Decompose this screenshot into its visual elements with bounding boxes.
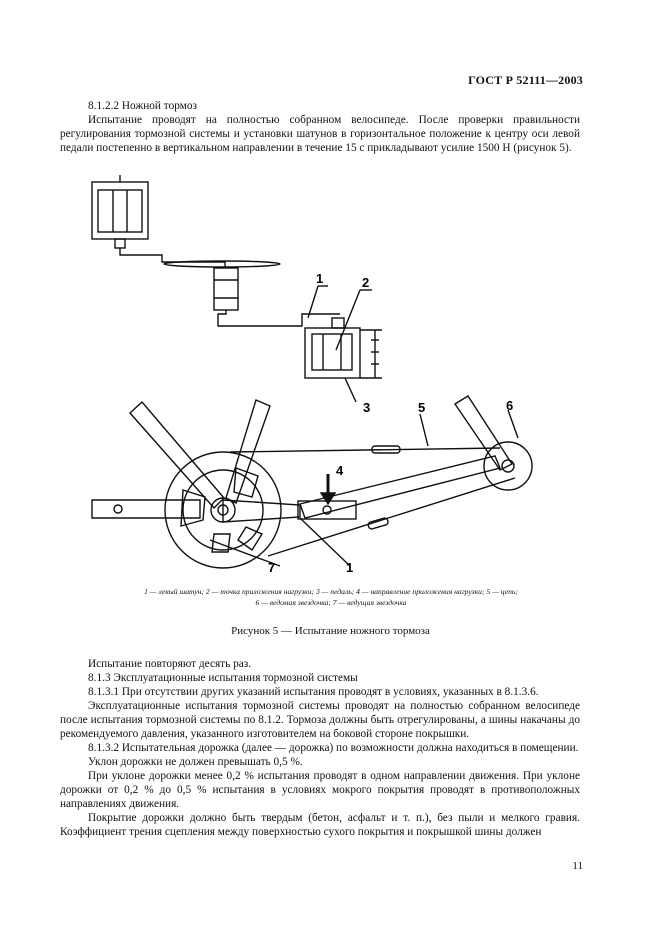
body-text xyxy=(60,657,580,839)
figure-5-title: Рисунок 5 — Испытание ножного тормоза xyxy=(231,625,430,637)
chain-upper xyxy=(230,448,500,452)
paragraph: Уклон дорожки не должен превышать 0,5 %. xyxy=(88,756,303,768)
right-pedal-top-view xyxy=(92,175,148,248)
left-crank-top-view xyxy=(218,310,340,326)
figure-5-legend xyxy=(66,586,596,608)
label-1-upper: 1 xyxy=(316,271,324,286)
paragraph: 8.1.3.2 Испытательная дорожка (далее — дорожка) по возможности должна находиться в помещении. xyxy=(88,742,579,754)
label-6: 6 xyxy=(506,398,514,413)
paragraph: 8.1.3.1 При отсутствии других указаний испытания проводят в условиях, указанных в 8.1.3.6. xyxy=(88,686,539,698)
bottom-bracket xyxy=(214,268,238,310)
standard-header: ГОСТ Р 52111—2003 xyxy=(468,73,583,87)
label-5: 5 xyxy=(418,400,426,415)
chainstay xyxy=(300,456,500,518)
label-4: 4 xyxy=(336,463,344,478)
paragraph: При уклоне дорожки менее 0,2 % испытания проводят в одном направлении движения. При уклоне дорожки от 0,2 % до 0,5 % испытания в условиях мокрого покрытия проводят в противоположных направлениях движения. xyxy=(60,770,580,810)
label-7: 7 xyxy=(268,560,276,575)
paragraph: Покрытие дорожки должно быть твердым (бетон, асфальт и т. п.), без пыли и мелкого гравия. Коэффициент трения сцепления между поверхностью сухого покрытия и покрышкой шины должен xyxy=(60,812,580,838)
page-number: 11 xyxy=(572,860,583,872)
label-3: 3 xyxy=(363,400,371,415)
label-1-lower: 1 xyxy=(346,560,354,575)
left-pedal-top-view xyxy=(305,318,382,378)
label-2: 2 xyxy=(362,275,370,290)
section-8-1-2-2-body: Испытание проводят на полностью собранном велосипеде. После проверки правильности регулирования тормозной системы и установки шатунов в горизонтальное положение к центру оси левой педали постепенно в вертикальном направлении в течение 15 с прикладывают усилие 1500 Н (рисунок 5). xyxy=(60,114,580,154)
figure-5-legend-line1: 1 — левый шатун; 2 — точка приложения нагрузки; 3 — педаль; 4 — направление приложения нагрузки; 5 — цепь; xyxy=(144,587,518,596)
right-crank-side xyxy=(130,402,224,508)
figure-5-legend-line2: 6 — ведомая звездочка; 7 — ведущая звездочка xyxy=(255,598,407,607)
section-8-1-2-2-heading: 8.1.2.2 Ножной тормоз xyxy=(88,100,197,112)
paragraph: 8.1.3 Эксплуатационные испытания тормозной системы xyxy=(88,672,358,684)
paragraph: Испытание повторяют десять раз. xyxy=(88,658,252,670)
paragraph: Эксплуатационные испытания тормозной системы проводят на полностью собранном велосипеде после испытания тормозной системы по 8.1.2. Тормоза должны быть отрегулированы, а шины накачаны до рекомендуемого давления, указанного изготовителем на боковой стороне покрышки. xyxy=(60,700,580,740)
